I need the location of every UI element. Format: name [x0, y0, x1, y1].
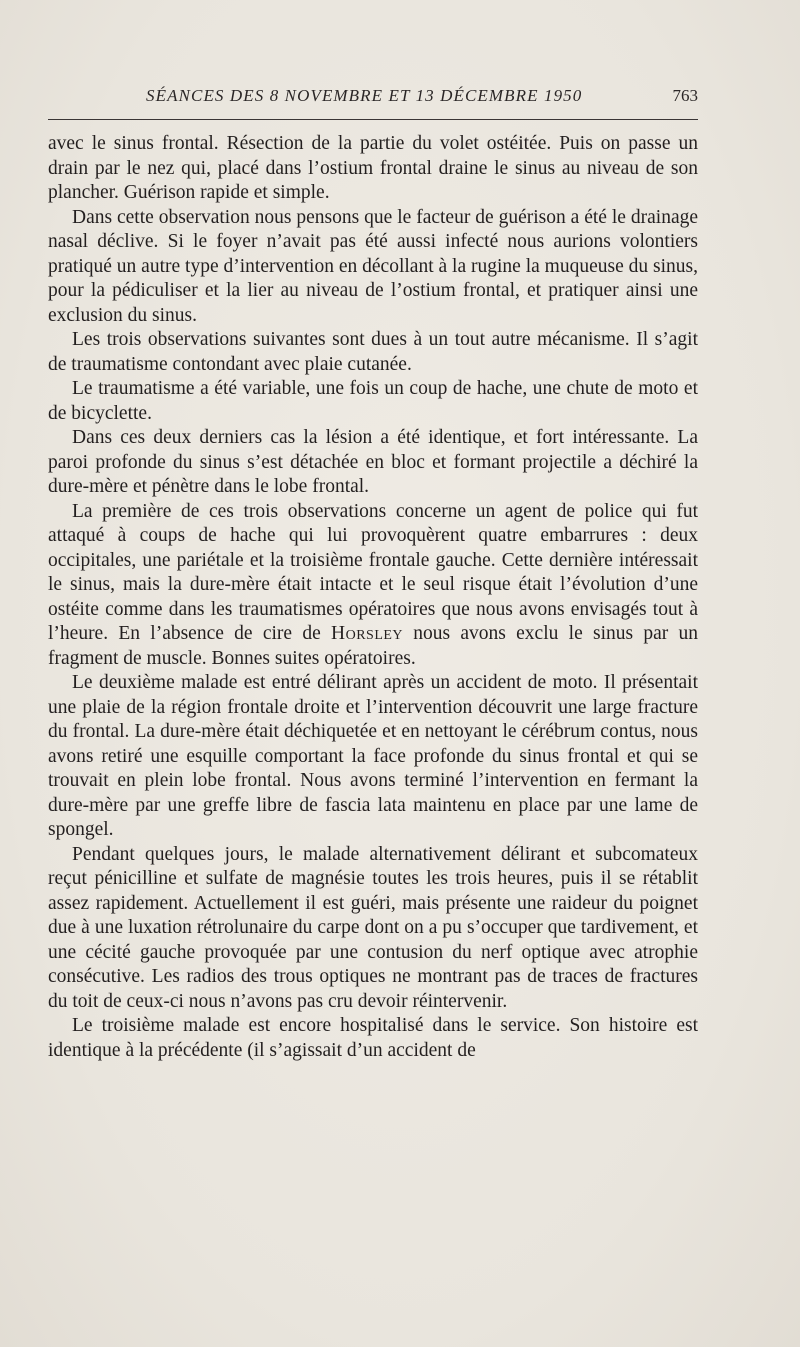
paragraph-2: Dans cette observation nous pensons que le facteur de guérison a été le drainage nasal déclive. Si le foyer n’avait pas été aussi infecté nous aurions volontiers pratiqué un autre type d’intervention en décollant à la rugine la muqueuse du sinus, pour la pédiculiser et la lier au niveau de l’ostium frontal, et pratiquer ainsi une exclusion du sinus. [48, 206, 698, 326]
paragraph-5: Dans ces deux derniers cas la lésion a été identique, et fort intéressante. La paroi profonde du sinus s’est détachée en bloc et formant projectile a déchiré la dure-mère et pénètre dans le lobe frontal. [48, 427, 698, 497]
paragraph-6-end: nous avons exclu le sinus par un fragment de muscle. Bonnes suites opératoires. [48, 623, 699, 669]
paragraph-4: Le traumatisme a été variable, une fois un coup de hache, une chute de moto et de bicyclette. [48, 378, 698, 424]
paragraph-6-text: La première de ces trois observations concerne un agent de police qui fut attaqué à coups de hache qui lui provoquèrent quatre embarrures : deux occipitales, une pariétale et la troisième frontale gauche. Cette dernière intéressait le sinus, mais la dure-mère était intacte et le seul risque était l’évolution d’une ostéite comme dans les traumatismes opératoires que nous avons envisagés tout à l’heure. En l’absence de cire de [48, 500, 698, 644]
page-number: 763 [672, 86, 698, 105]
header-rule [48, 119, 698, 120]
paragraph-7: Le deuxième malade est entré délirant après un accident de moto. Il présentait une plaie de la région frontale droite et l’intervention découvrit une large fracture du frontal. La dure-mère était déchiquetée et en nettoyant le cérébrum contus, nous avons retiré une esquille comportant la face profonde du sinus frontal et qui se trouvait en plein lobe frontal. Nous avons terminé l’intervention en fermant la dure-mère par une greffe libre de fascia lata maintenu en place par une lame de spongel. [48, 672, 698, 840]
paragraph-8: Pendant quelques jours, le malade alternativement délirant et subcomateux reçut pénicilline et sulfate de magnésie toutes les trois heures, puis il se rétablit assez rapidement. Actuellement il est guéri, mais présente une raideur du poignet due à une luxation rétrolunaire du carpe dont on a pu s’occuper que tardivement, et une cécité gauche provoquée par une contusion du nerf optique avec atrophie consécutive. Les radios des trous optiques ne montrant pas de traces de fractures du toit de ceux-ci nous n’avons pas cru devoir réintervenir. [48, 843, 698, 1012]
paragraph-3: Les trois observations suivantes sont dues à un tout autre mécanisme. Il s’agit de traumatisme contondant avec plaie cutanée. [48, 329, 698, 375]
author-name: Horsley [331, 623, 404, 644]
running-title: SÉANCES DES 8 NOVEMBRE ET 13 DÉCEMBRE 1950 [146, 86, 583, 105]
paragraph-1: avec le sinus frontal. Résection de la partie du volet ostéitée. Puis on passe un drain par le nez qui, placé dans l’ostium frontal draine le sinus au niveau de son plancher. Guérison rapide et simple. [48, 133, 698, 203]
paragraph-6 [48, 500, 698, 672]
paragraph-9: Le troisième malade est encore hospitalisé dans le service. Son histoire est identique à la précédente (il s’agissait d’un accident de [48, 1015, 698, 1061]
page-header [48, 86, 698, 112]
body-text [48, 132, 698, 1063]
